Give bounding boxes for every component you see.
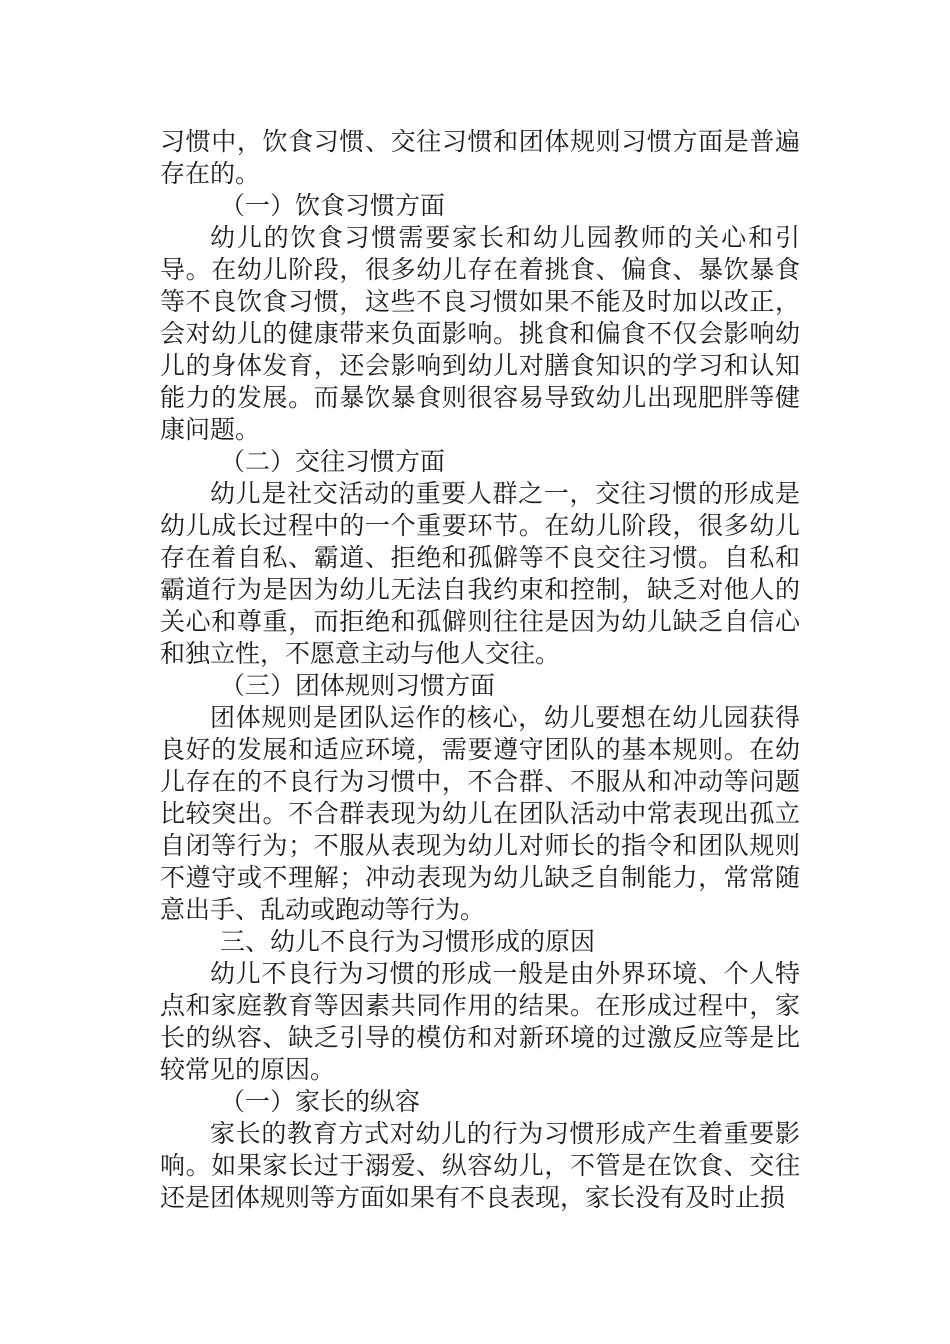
paragraph-eating-habits: 幼儿的饮食习惯需要家长和幼儿园教师的关心和引导。在幼儿阶段，很多幼儿存在着挑食、偏食、暴饮暴食等不良饮食习惯，这些不良习惯如果不能及时加以改正，会对幼儿的健康带来负面影响。挑食和偏食不仅会影响幼儿的身体发育，还会影响到幼儿对膳食知识的学习和认知能力的发展。而暴饮暴食则很容易导致幼儿出现肥胖等健康问题。	[160, 223, 800, 444]
subheading-group-rules: （三）团体规则习惯方面	[220, 671, 496, 700]
subheading-social-habits: （二）交往习惯方面	[220, 447, 446, 476]
paragraph-parental-indulgence: 家长的教育方式对幼儿的行为习惯形成产生着重要影响。如果家长过于溺爱、纵容幼儿，不管是在饮食、交往还是团体规则等方面如果有不良表现，家长没有及时止损	[160, 1119, 800, 1212]
subheading-eating-habits: （一）饮食习惯方面	[220, 191, 446, 220]
document-page	[160, 126, 800, 1214]
paragraph-continuation: 习惯中，饮食习惯、交往习惯和团体规则习惯方面是普遍存在的。	[160, 127, 800, 188]
paragraph-social-habits: 幼儿是社交活动的重要人群之一，交往习惯的形成是幼儿成长过程中的一个重要环节。在幼儿阶段，很多幼儿存在着自私、霸道、拒绝和孤僻等不良交往习惯。自私和霸道行为是因为幼儿无法自我约束和控制，缺乏对他人的关心和尊重，而拒绝和孤僻则往往是因为幼儿缺乏自信心和独立性，不愿意主动与他人交往。	[160, 479, 800, 668]
section-heading-causes: 三、幼儿不良行为习惯形成的原因	[220, 927, 596, 956]
paragraph-group-rules: 团体规则是团队运作的核心，幼儿要想在幼儿园获得良好的发展和适应环境，需要遵守团队的基本规则。在幼儿存在的不良行为习惯中，不合群、不服从和冲动等问题比较突出。不合群表现为幼儿在团队活动中常表现出孤立自闭等行为；不服从表现为幼儿对师长的指令和团队规则不遵守或不理解；冲动表现为幼儿缺乏自制能力，常常随意出手、乱动或跑动等行为。	[160, 703, 800, 924]
paragraph-causes: 幼儿不良行为习惯的形成一般是由外界环境、个人特点和家庭教育等因素共同作用的结果。在形成过程中，家长的纵容、缺乏引导的模仿和对新环境的过激反应等是比较常见的原因。	[160, 959, 800, 1084]
subheading-parental-indulgence: （一）家长的纵容	[220, 1087, 421, 1116]
